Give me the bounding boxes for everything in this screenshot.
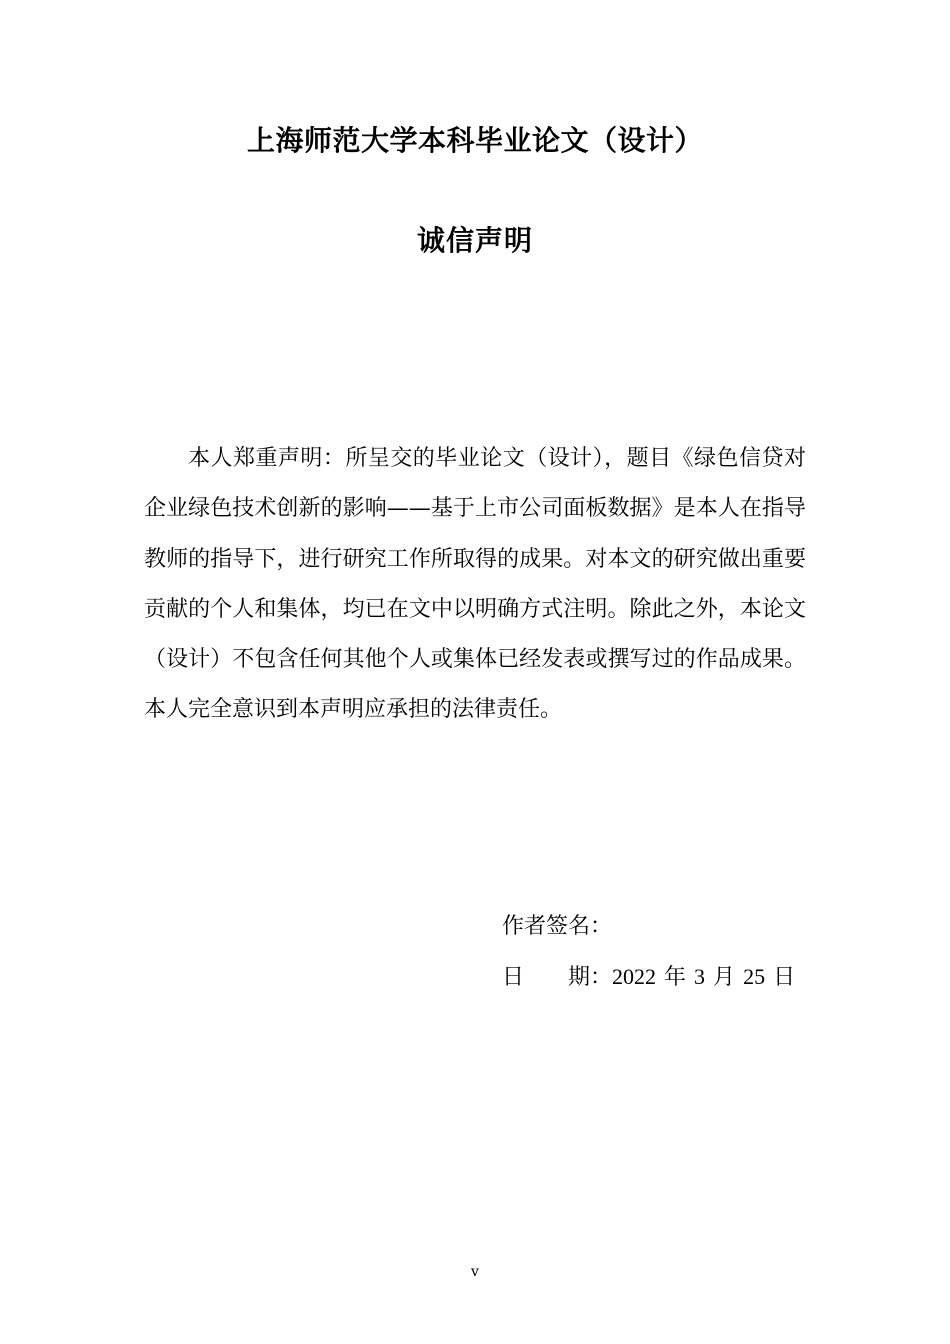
date-year-unit: 年 [664,965,687,990]
date-day-unit: 日 [773,965,796,990]
date-line [502,954,795,1001]
date-label-first-char: 日 [502,965,525,990]
declaration-paragraph: 本人郑重声明：所呈交的毕业论文（设计），题目《绿色信贷对企业绿色技术创新的影响——基于上市公司面板数据》是本人在指导教师的指导下，进行研究工作所取得的成果。对本文的研究做出重要贡献的个人和集体，均已在文中以明确方式注明。除此之外，本论文（设计）不包含任何其他个人或集体已经发表或撰写过的作品成果。本人完全意识到本声明应承担的法律责任。 [144,446,806,723]
date-day: 25 [743,964,766,989]
page-number: v [471,1264,479,1280]
university-thesis-title: 上海师范大学本科毕业论文（设计） [246,124,703,157]
date-month-unit: 月 [713,965,736,990]
date-year: 2022 [612,964,657,989]
author-signature-label: 作者签名： [502,914,613,939]
integrity-statement-heading: 诚信声明 [416,224,533,257]
date-label-second-char: 期： [568,965,613,990]
signature-block [502,904,822,950]
date-month: 3 [694,964,706,989]
